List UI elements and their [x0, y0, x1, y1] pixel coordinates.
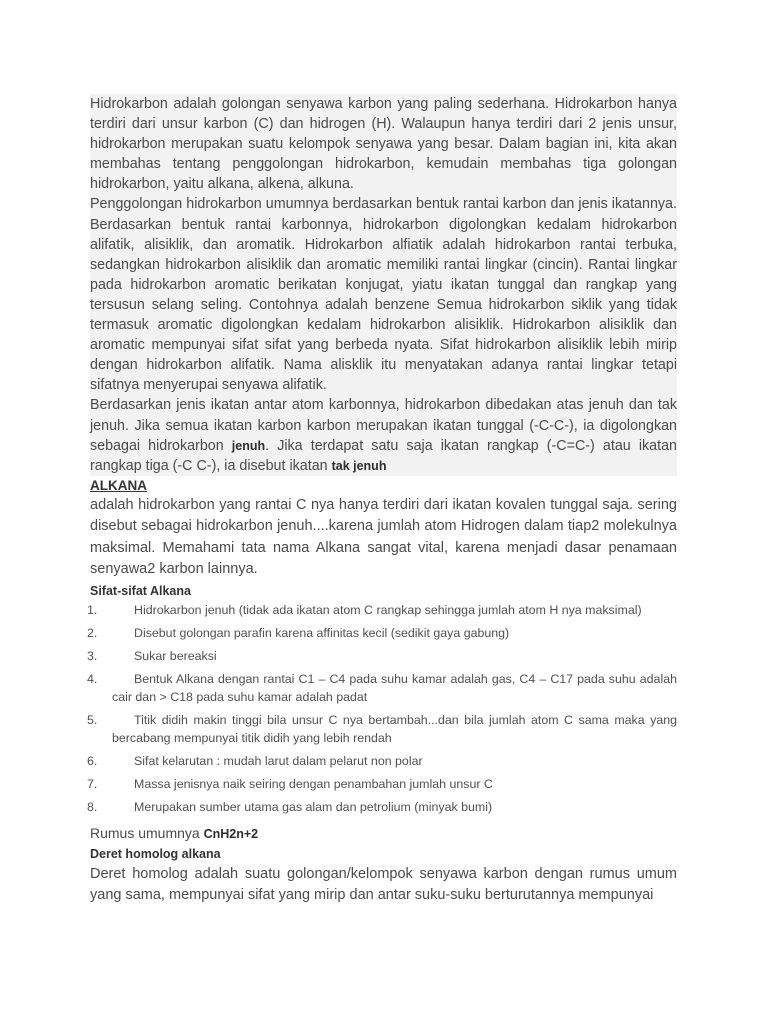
paragraph-intro: Hidrokarbon adalah golongan senyawa karbon yang paling sederhana. Hidrokarbon hanya terdiri dari unsur karbon (C) dan hidrogen (H). Walaupun hanya terdiri dari 2 jenis unsur, hidrokarbon merupakan suatu kelompok senyawa yang besar. Dalam bagian ini, kita akan membahas tentang penggolongan hidrokarbon, kemudain membahas tiga golongan hidrokarbon, yaitu alkana, alkena, alkuna.: [90, 94, 677, 194]
list-item: [87, 711, 677, 752]
list-number: 1.: [87, 602, 98, 617]
rumus-label: Rumus umumnya: [90, 824, 204, 841]
alkana-intro: adalah hidrokarbon yang rantai C nya hanya terdiri dari ikatan kovalen tunggal saja. sering disebut sebagai hidrokarbon jenuh....karena jumlah atom Hidrogen dalam tiap2 molekulnya maksimal. Memahami tata nama Alkana sangat vital, karena menjadi dasar penamaan senyawa2 karbon lainnya.: [90, 496, 677, 578]
paragraph-jenis-ikatan: [90, 395, 677, 475]
paragraph-penggolongan: Penggolongan hidrokarbon umumnya berdasarkan bentuk rantai karbon dan jenis ikatannya. Berdasarkan bentuk rantai karbonnya, hidrokarbon digolongkan kedalam hidrokarbon alifatik, alisiklik, dan aromatik. Hidrokarbon alfiatik adalah hidrokarbon rantai terbuka, sedangkan hidrokarbon alisiklik dan aromatic memiliki rantai lingkar (cincin). Rantai lingkar pada hidrokarbon aromatic berikatan konjugat, yiatu ikatan tunggal dan rangkap yang tersusun selang seling. Contohnya adalah benzene Semua hidrokarbon siklik yang tidak termasuk aromatic digolongkan kedalam hidrokarbon alisiklik. Hidrokarbon alisiklik dan aromatic mempunyai sifat sifat yang berbeda nyata. Sifat hidrokarbon alisiklik lebih mirip dengan hidrokarbon alifatik. Nama alisklik itu menyatakan adanya rantai lingkar tetapi sifatnya menyerupai senyawa alifatik.: [90, 194, 677, 395]
list-text: Merupakan sumber utama gas alam dan petrolium (minyak bumi): [134, 799, 493, 814]
list-number: 8.: [87, 799, 98, 814]
list-number: 7.: [87, 776, 98, 791]
list-number: 3.: [87, 648, 98, 663]
jenis-ikatan-text-a: Berdasarkan jenis ikatan antar atom karbonnya, hidrokarbon dibedakan atas jenuh dan tak jenuh. Jika semua ikatan karbon karbon merupakan ikatan tunggal (-C-C-), ia digolongkan sebagai hidrokarbon: [90, 397, 677, 454]
document-page: [87, 94, 677, 907]
list-text: Bentuk Alkana dengan rantai C1 – C4 pada suhu kamar adalah gas, C4 – C17 pada suhu adalah cair dan > C18 pada suhu kamar adalah padat: [112, 671, 677, 704]
jenuh-term: jenuh: [231, 438, 266, 453]
list-item: [87, 624, 677, 647]
list-text: Titik didih makin tinggi bila unsur C nya bertambah...dan bila jumlah atom C sama maka yang bercabang mempunyai titik didih yang lebih rendah: [112, 712, 677, 745]
list-number: 5.: [87, 712, 98, 727]
alkana-heading: ALKANA: [90, 477, 147, 493]
rumus-umum: [90, 823, 677, 844]
sifat-list: [87, 601, 677, 821]
tak-jenuh-term: tak jenuh: [331, 458, 387, 473]
list-item: [87, 647, 677, 670]
deret-homolog-heading: Deret homolog alkana: [90, 846, 221, 861]
list-item: [87, 775, 677, 798]
list-number: 6.: [87, 753, 98, 768]
sifat-alkana-heading: Sifat-sifat Alkana: [90, 583, 191, 598]
list-text: Sifat kelarutan : mudah larut dalam pelarut non polar: [134, 753, 423, 768]
list-item: [87, 798, 677, 821]
list-text: Massa jenisnya naik seiring dengan penambahan jumlah unsur C: [134, 776, 493, 791]
list-text: Sukar bereaksi: [134, 648, 217, 663]
list-number: 2.: [87, 625, 98, 640]
rumus-formula: CnH2n+2: [203, 826, 259, 841]
deret-homolog-text: Deret homolog adalah suatu golongan/kelompok senyawa karbon dengan rumus umum yang sama, mempunyai sifat yang mirip dan antar suku-suku berturutannya mempunyai: [90, 865, 677, 904]
list-item: [87, 601, 677, 624]
list-text: Hidrokarbon jenuh (tidak ada ikatan atom C rangkap sehingga jumlah atom H nya maksimal): [134, 602, 642, 617]
jenis-ikatan-text-c: . Jika terdapat satu saja ikatan rangkap (-C=C-) atau ikatan rangkap tiga (-C C-), ia disebut ikatan: [90, 437, 677, 474]
list-text: Disebut golongan parafin karena affinitas kecil (sedikit gaya gabung): [134, 625, 510, 640]
list-number: 4.: [87, 671, 98, 686]
list-item: [87, 670, 677, 711]
list-item: [87, 752, 677, 775]
